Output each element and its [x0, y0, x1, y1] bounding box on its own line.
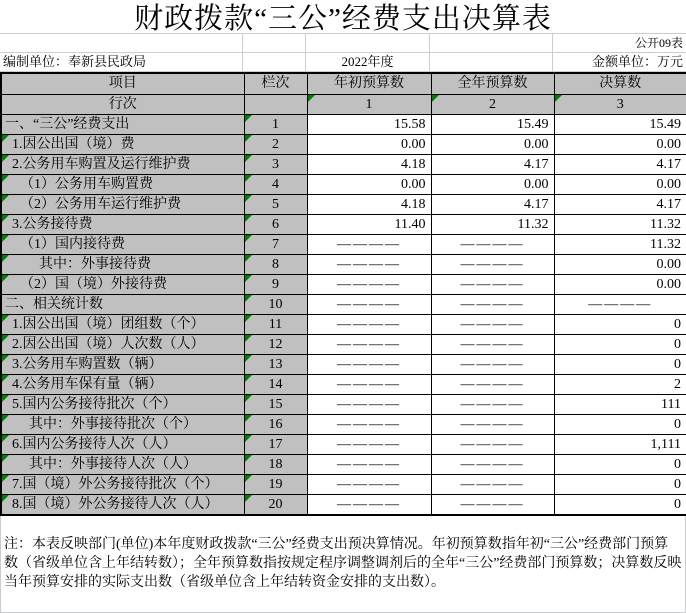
item-cell: 一、“三公”经费支出	[1, 114, 244, 134]
table-row	[1, 114, 686, 134]
table-row	[1, 434, 686, 454]
full-year-budget-cell: ————	[431, 254, 554, 274]
initial-budget-cell: ————	[307, 234, 431, 254]
final-accounts-cell: 0.00	[554, 134, 686, 154]
meta-blank-cell	[243, 53, 306, 71]
initial-budget-cell: ————	[307, 454, 431, 474]
initial-budget-cell: ————	[307, 294, 431, 314]
table-row	[1, 374, 686, 394]
lineno-blank-cell	[244, 94, 307, 114]
lineno-cell: 19	[244, 474, 307, 494]
lineno-label-cell: 行次	[1, 94, 244, 114]
table-row	[1, 274, 686, 294]
lineno-cell: 14	[244, 374, 307, 394]
table-row	[1, 334, 686, 354]
final-accounts-cell: 0	[554, 334, 686, 354]
item-cell: （2）国（境）外接待费	[1, 274, 244, 294]
table-row	[1, 414, 686, 434]
full-year-budget-cell: ————	[431, 414, 554, 434]
lineno-col-cell: 3	[554, 94, 686, 114]
col-header-final-accounts: 决算数	[554, 73, 686, 94]
final-accounts-cell: 4.17	[554, 194, 686, 214]
col-header-lineno: 栏次	[244, 73, 307, 94]
form-code-label: 公开09表	[634, 36, 683, 50]
col-header-item: 项目	[1, 73, 244, 94]
full-year-budget-cell: ————	[431, 494, 554, 515]
item-cell: 2.因公出国（境）人次数（人）	[1, 334, 244, 354]
final-accounts-cell: 0.00	[554, 274, 686, 294]
lineno-cell: 20	[244, 494, 307, 515]
lineno-cell: 12	[244, 334, 307, 354]
initial-budget-cell: ————	[307, 334, 431, 354]
final-accounts-cell: 0	[554, 454, 686, 474]
amount-unit-label: 金额单位：万元	[591, 54, 683, 69]
initial-budget-cell: ————	[307, 494, 431, 515]
table-row	[1, 354, 686, 374]
full-year-budget-cell: ————	[431, 374, 554, 394]
final-accounts-cell: 0.00	[554, 174, 686, 194]
initial-budget-cell: ————	[307, 314, 431, 334]
lineno-cell: 5	[244, 194, 307, 214]
col-header-full-year-budget: 全年预算数	[431, 73, 554, 94]
initial-budget-cell: ————	[307, 354, 431, 374]
final-accounts-cell: 11.32	[554, 214, 686, 234]
table-row	[1, 214, 686, 234]
initial-budget-cell: ————	[307, 414, 431, 434]
prepared-by-row	[0, 53, 686, 72]
lineno-cell: 18	[244, 454, 307, 474]
title-row	[0, 0, 686, 34]
initial-budget-cell: 11.40	[307, 214, 431, 234]
lineno-col-cell: 2	[431, 94, 554, 114]
full-year-budget-cell: ————	[431, 354, 554, 374]
final-accounts-cell: 0	[554, 354, 686, 374]
initial-budget-cell: ————	[307, 394, 431, 414]
final-accounts-cell: 0	[554, 494, 686, 515]
initial-budget-cell: 4.18	[307, 194, 431, 214]
final-accounts-cell: ————	[554, 294, 686, 314]
full-year-budget-cell: ————	[431, 234, 554, 254]
item-cell: 8.国（境）外公务接待人次（人）	[1, 494, 244, 515]
lineno-cell: 8	[244, 254, 307, 274]
lineno-cell: 15	[244, 394, 307, 414]
meta-blank-cell	[430, 53, 553, 71]
final-accounts-cell: 1,111	[554, 434, 686, 454]
lineno-cell: 4	[244, 174, 307, 194]
prepared-by-label: 编制单位：奉新县民政局	[0, 53, 243, 71]
initial-budget-cell: ————	[307, 374, 431, 394]
fiscal-year-label: 2022年度	[306, 53, 430, 71]
item-cell: 其中：外事接待人次（人）	[1, 454, 244, 474]
footnote: 注：本表反映部门(单位)本年度财政拨款“三公”经费支出预决算情况。年初预算数指年初“三公”经费部门预算数（省级单位含上年结转数）；全年预算数指按规定程序调整调剂后的全年“三公”经费部门预算数；决算数反映当年预算安排的实际支出数（省级单位含上年结转资金安排的支出数）。	[0, 516, 686, 613]
initial-budget-cell: ————	[307, 474, 431, 494]
full-year-budget-cell: 11.32	[431, 214, 554, 234]
final-accounts-cell: 0	[554, 414, 686, 434]
full-year-budget-cell: 0.00	[431, 134, 554, 154]
final-accounts-cell: 0	[554, 474, 686, 494]
expenditure-table	[0, 72, 686, 516]
table-row	[1, 134, 686, 154]
lineno-cell: 11	[244, 314, 307, 334]
meta-blank-cell	[430, 34, 553, 52]
table-row	[1, 474, 686, 494]
full-year-budget-cell: 15.49	[431, 114, 554, 134]
lineno-cell: 13	[244, 354, 307, 374]
full-year-budget-cell: ————	[431, 274, 554, 294]
full-year-budget-cell: ————	[431, 294, 554, 314]
lineno-col-cell: 1	[307, 94, 431, 114]
final-accounts-cell: 15.49	[554, 114, 686, 134]
table-row	[1, 294, 686, 314]
lineno-cell: 16	[244, 414, 307, 434]
table-row	[1, 234, 686, 254]
final-accounts-cell: 11.32	[554, 234, 686, 254]
lineno-cell: 2	[244, 134, 307, 154]
initial-budget-cell: 15.58	[307, 114, 431, 134]
lineno-cell: 6	[244, 214, 307, 234]
full-year-budget-cell: ————	[431, 474, 554, 494]
full-year-budget-cell: ————	[431, 434, 554, 454]
page-title: 财政拨款“三公”经费支出决算表	[134, 3, 552, 35]
table-row	[1, 454, 686, 474]
initial-budget-cell: ————	[307, 254, 431, 274]
full-year-budget-cell: ————	[431, 334, 554, 354]
table-row	[1, 174, 686, 194]
table-body	[1, 73, 686, 515]
full-year-budget-cell: ————	[431, 454, 554, 474]
item-cell: 3.公务用车购置数（辆）	[1, 354, 244, 374]
lineno-row	[1, 94, 686, 114]
meta-blank-cell	[243, 34, 306, 52]
lineno-cell: 3	[244, 154, 307, 174]
item-cell: 其中：外事接待费	[1, 254, 244, 274]
item-cell: 二、相关统计数	[1, 294, 244, 314]
item-cell: 其中：外事接待批次（个）	[1, 414, 244, 434]
form-code-row	[0, 34, 686, 53]
full-year-budget-cell: 0.00	[431, 174, 554, 194]
final-accounts-cell: 2	[554, 374, 686, 394]
table-row	[1, 494, 686, 515]
full-year-budget-cell: ————	[431, 394, 554, 414]
item-cell: 5.国内公务接待批次（个）	[1, 394, 244, 414]
item-cell: 2.公务用车购置及运行维护费	[1, 154, 244, 174]
table-row	[1, 314, 686, 334]
full-year-budget-cell: 4.17	[431, 154, 554, 174]
item-cell: （1）公务用车购置费	[1, 174, 244, 194]
item-cell: （2）公务用车运行维护费	[1, 194, 244, 214]
item-cell: 1.因公出国（境）团组数（个）	[1, 314, 244, 334]
lineno-cell: 9	[244, 274, 307, 294]
initial-budget-cell: ————	[307, 274, 431, 294]
col-header-initial-budget: 年初预算数	[307, 73, 431, 94]
table-row	[1, 194, 686, 214]
lineno-cell: 10	[244, 294, 307, 314]
table-row	[1, 254, 686, 274]
header-row	[1, 73, 686, 94]
meta-blank-cell	[0, 34, 243, 52]
final-accounts-cell: 111	[554, 394, 686, 414]
initial-budget-cell: 0.00	[307, 134, 431, 154]
final-accounts-cell: 0	[554, 314, 686, 334]
item-cell: （1）国内接待费	[1, 234, 244, 254]
lineno-cell: 7	[244, 234, 307, 254]
item-cell: 7.国（境）外公务接待批次（个）	[1, 474, 244, 494]
final-accounts-cell: 0.00	[554, 254, 686, 274]
table-row	[1, 154, 686, 174]
initial-budget-cell: 4.18	[307, 154, 431, 174]
lineno-cell: 17	[244, 434, 307, 454]
initial-budget-cell: ————	[307, 434, 431, 454]
item-cell: 3.公务接待费	[1, 214, 244, 234]
table-row	[1, 394, 686, 414]
item-cell: 1.因公出国（境）费	[1, 134, 244, 154]
meta-blank-cell	[306, 34, 430, 52]
final-accounts-cell: 4.17	[554, 154, 686, 174]
initial-budget-cell: 0.00	[307, 174, 431, 194]
lineno-cell: 1	[244, 114, 307, 134]
full-year-budget-cell: 4.17	[431, 194, 554, 214]
item-cell: 4.公务用车保有量（辆）	[1, 374, 244, 394]
item-cell: 6.国内公务接待人次（人）	[1, 434, 244, 454]
full-year-budget-cell: ————	[431, 314, 554, 334]
